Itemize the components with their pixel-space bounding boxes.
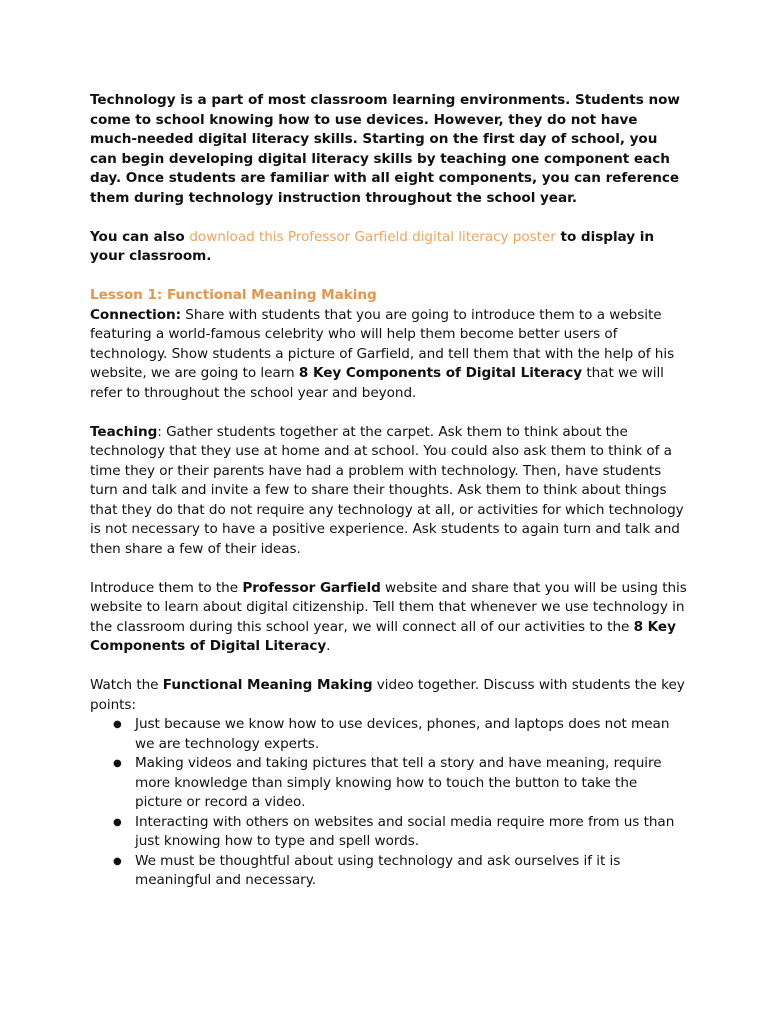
watch-text-2: video together. Discuss with students the key points: <box>90 677 685 713</box>
intro-paragraph: Technology is a part of most classroom learning environments. Students now come to school knowing how to use devices. However, they do not have much-needed digital literacy skills. Starting on the first day of school, you can begin developing digital literacy skills by teaching one component each day. Once students are familiar with all eight components, you can reference them during technology instruction throughout the school year. <box>90 92 680 206</box>
introduce-text-1: Introduce them to the <box>90 579 243 596</box>
key-point-item: ● Interacting with others on websites and social media require more from us than just knowing how to type and spell words. <box>135 813 688 852</box>
key-point-item: ● Just because we know how to use devices, phones, and laptops does not mean we are technology experts. <box>135 715 688 754</box>
introduce-paragraph <box>90 579 688 657</box>
spacer <box>90 403 688 423</box>
key-point-item: ● Making videos and taking pictures that tell a story and have meaning, require more knowledge than simply knowing how to touch the button to take the picture or record a video. <box>135 754 688 813</box>
poster-paragraph <box>90 228 688 267</box>
key-points-list <box>90 715 688 891</box>
spacer <box>90 657 688 677</box>
lesson-heading: Lesson 1: Functional Meaning Making <box>90 287 377 303</box>
connection-text-2: that we will refer to throughout the school year and beyond. <box>90 365 664 401</box>
introduce-text-2: website and share that you will be using this website to learn about digital citizenship. Tell them that whenever we use technology in the classroom during this school year, we will connect all of our activities to the <box>90 579 687 635</box>
key-point-item: ● We must be thoughtful about using technology and ask ourselves if it is meaningful and necessary. <box>135 852 688 891</box>
introduce-text-3: . <box>326 638 331 654</box>
connection-label: Connection: <box>90 306 182 323</box>
connection-bold: 8 Key Components of Digital Literacy <box>298 365 583 381</box>
poster-download-link[interactable]: download this Professor Garfield digital literacy poster <box>189 228 556 245</box>
poster-text-after: to display in your classroom. <box>90 228 654 264</box>
spacer <box>90 267 688 287</box>
watch-paragraph <box>90 676 688 715</box>
introduce-bold-1: Professor Garfield <box>242 579 381 596</box>
connection-text-1: Share with students that you are going to introduce them to a website featuring a world-famous celebrity who will help them become better users of technology. Show students a picture of Garfield, and tell them that with the help of his website, we are going to learn <box>90 306 675 381</box>
watch-text-1: Watch the <box>90 677 163 693</box>
spacer <box>90 559 688 579</box>
introduce-bold-2: 8 Key Components of Digital Literacy <box>90 618 676 654</box>
teaching-text: : Gather students together at the carpet. Ask them to think about the technology that they use at home and at school. You could also ask them to think of a time they or their parents have had a problem with technology. Then, have students turn and talk and invite a few to share their thoughts. Ask them to think about things that they do that do not require any technology at all, or activities for which technology is not necessary to have a positive experience. Ask students to again turn and talk and then share a few of their ideas. <box>90 423 684 557</box>
teaching-label: Teaching <box>90 423 158 440</box>
poster-text-before: You can also <box>90 228 190 245</box>
connection-paragraph <box>90 306 688 404</box>
teaching-paragraph <box>90 423 688 560</box>
spacer <box>90 208 688 228</box>
watch-bold: Functional Meaning Making <box>162 677 373 693</box>
